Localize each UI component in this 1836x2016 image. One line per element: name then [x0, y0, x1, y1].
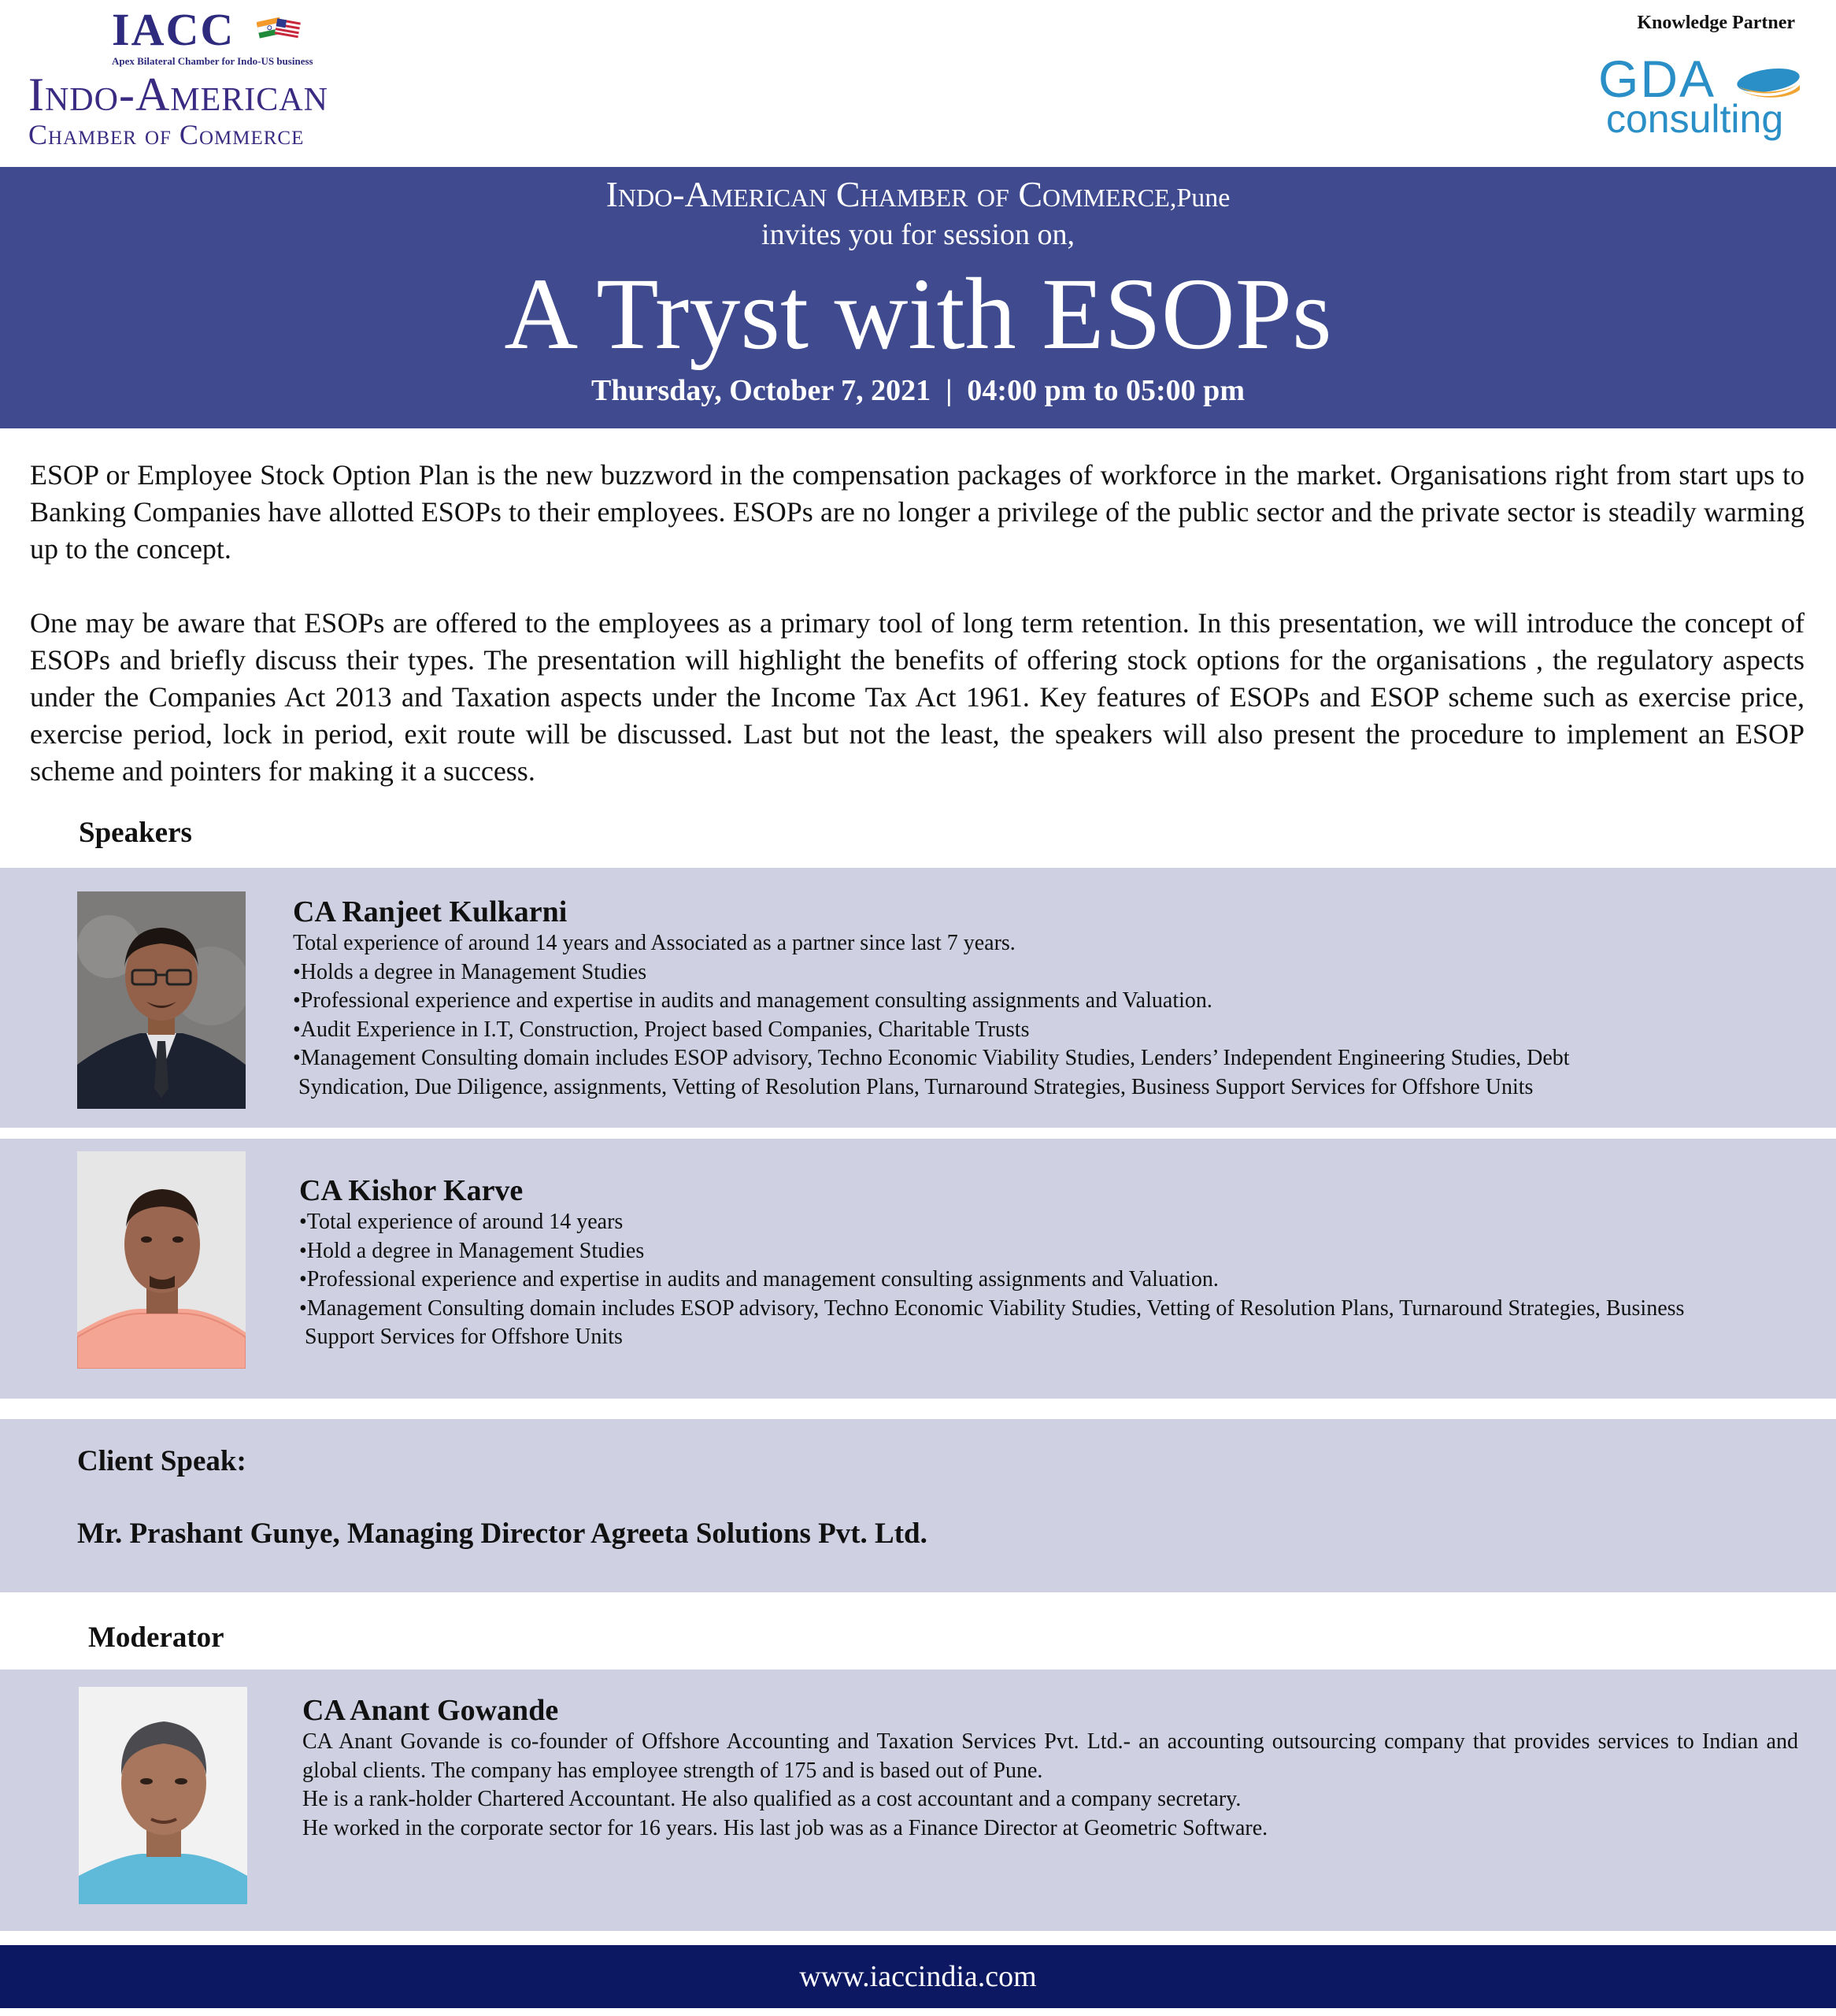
swoosh-icon [1734, 63, 1801, 99]
speaker-bio-line: •Audit Experience in I.T, Construction, Project based Companies, Charitable Trusts [293, 1017, 1030, 1042]
client-speak-name: Mr. Prashant Gunye, Managing Director Agreeta Solutions Pvt. Ltd. [77, 1518, 927, 1550]
gda-logo-text: GDA [1598, 50, 1716, 108]
speaker-bio-line: •Management Consulting domain includes ESOP advisory, Techno Economic Viability Studies, Lenders’ Independent Engineering Studies, Debt [293, 1046, 1570, 1070]
speaker-bio-line: •Management Consulting domain includes ESOP advisory, Techno Economic Viability Studies, Vetting of Resolution Plans, Turnaround Strategies, Business [299, 1295, 1685, 1321]
speaker-bio-line: •Professional experience and expertise in audits and management consulting assignments and Valuation. [299, 1267, 1219, 1292]
speakers-heading: Speakers [79, 817, 192, 849]
iacc-short-name: IACC [112, 4, 235, 55]
speaker-bio-line: Total experience of around 14 years and Associated as a partner since last 7 years. [293, 931, 1016, 955]
speaker-bio-line: Support Services for Offshore Units [299, 1325, 623, 1349]
banner-invite: invites you for session on, [761, 218, 1075, 251]
speaker-photo-kishor [77, 1151, 246, 1369]
speaker-bio-line: •Holds a degree in Management Studies [293, 959, 647, 984]
moderator-bio [302, 1728, 1798, 1843]
event-datetime: Thursday, October 7, 2021 | 04:00 pm to 05:00 pm [591, 374, 1245, 407]
banner-organizer-line [0, 173, 1836, 215]
intro-paragraph-1: ESOP or Employee Stock Option Plan is the new buzzword in the compensation packages of workforce in the market. Organisations right from start ups to Banking Companies have allotted ESOPs to their employees. ESOPs are no longer a privilege of the public sector and the private sector is steadily warming up to the concept. [30, 459, 1805, 565]
intro-paragraph-2: One may be aware that ESOPs are offered to the employees as a primary tool of long term retention. In this presentation, we will introduce the concept of ESOPs and briefly discuss their types. The presentation will highlight the benefits of offering stock options for the organisations , the regulatory aspects under the Companies Act 2013 and Taxation aspects under the Income Tax Act 1961. Key features of ESOPs and ESOP scheme such as exercise price, exercise period, lock in period, exit route will be discussed. Last but not the least, the speakers will also present the procedure to implement an ESOP scheme and pointers for making it a success. [30, 607, 1805, 787]
iacc-name-line2: Chamber of Commerce [28, 119, 305, 150]
client-speak-band [0, 1419, 1836, 1592]
footer-website[interactable]: www.iaccindia.com [0, 1945, 1836, 2008]
speaker-bio [293, 929, 1773, 1102]
speaker-bio-line: •Professional experience and expertise in audits and management consulting assignments and Valuation. [293, 988, 1212, 1013]
flags-icon [257, 14, 302, 46]
iacc-logo [28, 4, 398, 150]
iacc-name-line1: Indo-American [28, 69, 328, 120]
speaker-name: CA Ranjeet Kulkarni [293, 895, 568, 928]
moderator-bio-line: He worked in the corporate sector for 16 years. His last job was as a Finance Director at Geometric Software. [302, 1815, 1268, 1840]
gda-consulting-logo [1598, 49, 1803, 151]
knowledge-partner-label: Knowledge Partner [1637, 13, 1795, 33]
moderator-bio-line: CA Anant Govande is co-founder of Offshore Accounting and Taxation Services Pvt. Ltd.- an accounting outsourcing company that provides services to Indian and global clients. The company has employee strength of 175 and is based out of Pune. [302, 1729, 1798, 1783]
speaker-name: CA Kishor Karve [299, 1174, 524, 1207]
banner-organizer-city: ,Pune [1169, 183, 1231, 213]
banner-organizer: Indo-American Chamber of Commerce [605, 174, 1170, 214]
gda-logo-subtext: consulting [1606, 97, 1784, 141]
speaker-bio-line: •Total experience of around 14 years [299, 1210, 624, 1234]
speaker-bio-line: •Hold a degree in Management Studies [299, 1238, 645, 1263]
event-title: A Tryst with ESOPs [504, 258, 1332, 371]
speaker-photo-ranjeet [77, 891, 246, 1109]
speaker-bio-line: Syndication, Due Diligence, assignments, Vetting of Resolution Plans, Turnaround Strategies, Business Support Services for Offshore Units [293, 1074, 1534, 1099]
moderator-bio-line: He is a rank-holder Chartered Accountant. He also qualified as a cost accountant and a company secretary. [302, 1787, 1242, 1811]
client-speak-heading: Client Speak: [77, 1445, 246, 1477]
event-banner [0, 167, 1836, 428]
moderator-photo [79, 1687, 247, 1904]
iacc-tagline: Apex Bilateral Chamber for Indo-US business [112, 55, 313, 67]
speaker-bio [299, 1208, 1811, 1352]
moderator-heading: Moderator [88, 1621, 224, 1654]
moderator-name: CA Anant Gowande [302, 1694, 559, 1727]
